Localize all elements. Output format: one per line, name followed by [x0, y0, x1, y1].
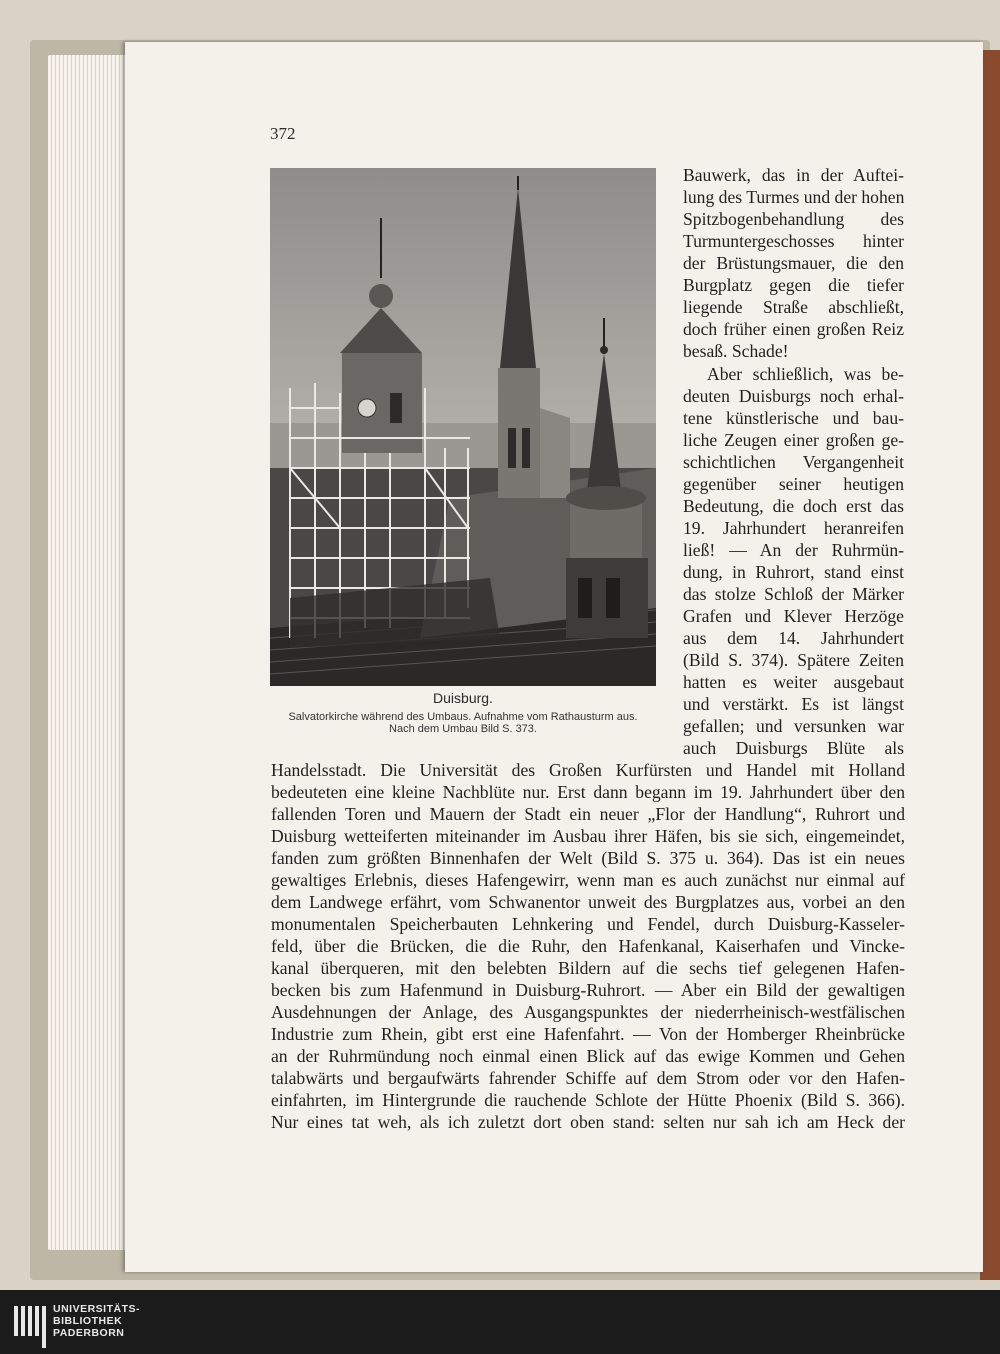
text-line: dem Landwege erfährt, vom Schwanentor unweit des Burgplatzes aus, vorbei an den — [271, 892, 905, 912]
text-line: gegenüber seiner heutigen — [683, 474, 904, 494]
text-line: Spitzbogenbehandlung des — [683, 209, 904, 229]
figure-caption-line: Nach dem Umbau Bild S. 373. — [389, 723, 537, 735]
text-line: (Bild S. 374). Spätere Zeiten — [683, 650, 904, 670]
text-line: liegende Straße abschließt, — [683, 297, 904, 317]
figure-title: Duisburg. — [433, 690, 493, 706]
text-line: besaß. Schade! — [683, 341, 789, 361]
text-line: aus dem 14. Jahrhundert — [683, 628, 904, 648]
text-line: ließ! — An der Ruhrmün- — [683, 540, 904, 560]
book-cover-edge — [980, 50, 1000, 1280]
text-line: schichtlichen Vergangenheit — [683, 452, 904, 472]
text-line: lung des Turmes und der hohen — [683, 187, 905, 207]
text-line: einfahrten, im Hintergrunde die rauchende Schlote der Hütte Phoenix (Bild S. 366). — [271, 1090, 905, 1110]
text-line: der Brüstungsmauer, die den — [683, 253, 904, 273]
page-number: 372 — [270, 124, 296, 143]
text-line: fallenden Toren und Mauern der Stadt ein neuer „Flor der Handlung“, Ruhrort und — [271, 804, 905, 824]
text-line: bedeuteten eine kleine Nachblüte nur. Erst dann begann im 19. Jahrhundert über den — [271, 782, 905, 802]
text-line: fanden zum größten Binnenhafen der Welt (Bild S. 375 u. 364). Das ist ein neues — [271, 848, 905, 868]
text-line: gewaltiges Erlebnis, dieses Hafengewirr, wenn man es auch zunächst nur einmal auf — [271, 870, 905, 890]
text-line: dung, in Ruhrort, stand einst — [683, 562, 904, 582]
text-line: Aber schließlich, was be- — [707, 364, 904, 384]
text-line: Burgplatz gegen die tiefer — [683, 275, 904, 295]
photo-illustration — [270, 168, 656, 686]
text-line: doch früher einen großen Reiz — [683, 319, 904, 339]
figure-caption-line: Salvatorkirche während des Umbaus. Aufnahme vom Rathausturm aus. — [288, 711, 638, 723]
text-line: talabwärts und bergaufwärts fahrender Schiffe auf dem Strom oder vor den Hafen- — [271, 1068, 905, 1088]
text-line: liche Zeugen einer großen ge- — [683, 430, 904, 450]
library-logo-text — [53, 1303, 140, 1339]
text-line: an der Ruhrmündung noch einmal einen Blick auf das ewige Kommen und Gehen — [271, 1046, 905, 1066]
text-line: kanal überqueren, mit den belebten Bildern auf die sechs tief gelegenen Hafen- — [271, 958, 905, 978]
text-line: gefallen; und versunken war — [683, 716, 904, 736]
text-line: Nur eines tat weh, als ich zuletzt dort oben stand: selten nur sah ich am Heck der — [271, 1112, 905, 1132]
library-logo-icon — [14, 1304, 48, 1348]
text-line: hatten es weiter ausgebaut — [683, 672, 904, 692]
text-line: das stolze Schloß der Märker — [683, 584, 904, 604]
church-scaffolding-photo — [270, 168, 656, 686]
footer-bar — [0, 1290, 1000, 1354]
text-line: 19. Jahrhundert heranreifen — [683, 518, 904, 538]
text-line: Industrie zum Rhein, gibt erst eine Hafenfahrt. — Von der Homberger Rheinbrücke — [271, 1024, 905, 1044]
text-line: becken bis zum Hafenmund in Duisburg-Ruhrort. — Aber ein Bild der gewaltigen — [271, 980, 905, 1000]
text-line: und verstärkt. Es ist längst — [683, 694, 904, 714]
text-line: Duisburg wetteiferten miteinander im Ausbau ihrer Häfen, bis sie sich, eingemeindet, — [271, 826, 905, 846]
logo-line: UNIVERSITÄTS- — [53, 1303, 141, 1315]
text-line: Turmuntergeschosses hinter — [683, 231, 904, 251]
text-line: auch Duisburgs Blüte als — [683, 738, 904, 758]
text-line: deuten Duisburgs noch erhal- — [683, 386, 904, 406]
text-line: Bedeutung, die doch erst das — [683, 496, 904, 516]
text-line: Handelsstadt. Die Universität des Großen Kurfürsten und Handel mit Holland — [271, 760, 905, 780]
text-line: Bauwerk, das in der Auftei- — [683, 165, 904, 185]
text-line: tene künstlerische und bau- — [683, 408, 904, 428]
text-line: Grafen und Klever Herzöge — [683, 606, 904, 626]
text-line: feld, über die Brücken, die die Ruhr, den Hafenkanal, Kaiserhafen und Vincke- — [271, 936, 905, 956]
logo-line: PADERBORN — [53, 1327, 125, 1339]
logo-line: BIBLIOTHEK — [53, 1315, 123, 1327]
text-line: monumentalen Speicherbauten Lehnkering und Fendel, durch Duisburg-Kasseler- — [271, 914, 905, 934]
text-line: Ausdehnungen der Anlage, des Ausgangspunktes der niederrheinisch-westfälischen — [271, 1002, 905, 1022]
